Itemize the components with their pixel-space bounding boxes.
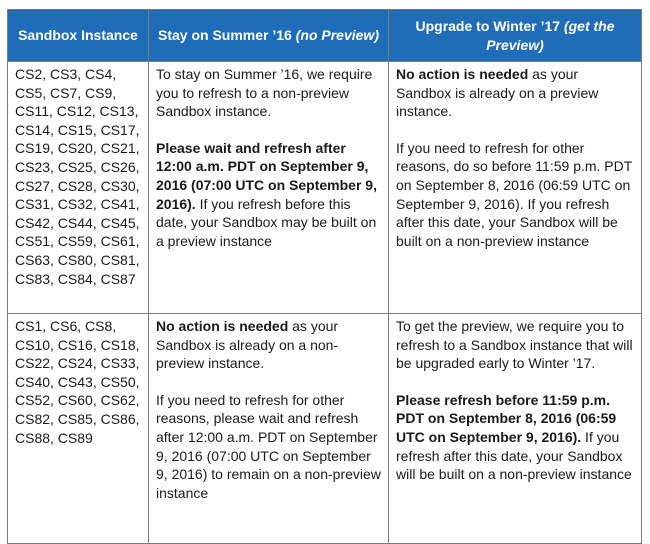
header-sandbox-instance bbox=[8, 10, 149, 62]
table-row bbox=[8, 62, 642, 314]
header-row bbox=[8, 10, 642, 62]
stay-cell bbox=[149, 314, 389, 544]
sandbox-upgrade-table bbox=[7, 9, 642, 544]
header-stay-summer-label: Stay on Summer ’16 bbox=[158, 27, 296, 44]
upgrade-paragraph-1 bbox=[396, 65, 635, 121]
upgrade-paragraph-1: To get the preview, we require you to refresh to a Sandbox instance that will be upgraded early to Winter ’17. bbox=[396, 318, 633, 372]
upgrade-paragraph-2 bbox=[396, 391, 635, 484]
upgrade-cell bbox=[389, 314, 642, 544]
header-upgrade-winter-label: Upgrade to Winter ’17 bbox=[415, 17, 564, 34]
stay-cell bbox=[149, 62, 389, 314]
upgrade-paragraph-1-bold: No action is needed bbox=[396, 66, 529, 82]
instances-cell: CS2, CS3, CS4, CS5, CS7, CS9, CS11, CS12, CS13, CS14, CS15, CS17, CS19, CS20, CS21, CS23, CS25, CS26, CS27, CS28, CS30, CS31, CS32, CS41, CS42, CS44, CS45, CS51, CS59, CS61, CS63, CS80, CS81, CS83, CS84, CS87 bbox=[8, 62, 149, 314]
table-row bbox=[8, 314, 642, 544]
stay-paragraph-2: If you need to refresh for other reasons, please wait and refresh after 12:00 a.m. PDT on September 9, 2016 (07:00 UTC on September 9, 2016) to remain on a non-preview instance bbox=[156, 391, 381, 501]
stay-paragraph-2 bbox=[156, 139, 382, 251]
header-stay-summer-note: (no Preview) bbox=[295, 27, 379, 44]
stay-paragraph-1-bold: No action is needed bbox=[156, 318, 289, 334]
upgrade-paragraph-2-rest: If you refresh after this date, your Sandbox will be built on a non-preview instance bbox=[396, 428, 632, 483]
upgrade-paragraph-1-rest: as your Sandbox is already on a preview instance. bbox=[396, 66, 599, 120]
upgrade-paragraph-2: If you need to refresh for other reasons, do so before 11:59 p.m. PDT on September 8, 2016 (06:59 UTC on September 9, 2016). If you refresh after this date, your Sandbox will be built on a non-preview instance bbox=[396, 139, 633, 249]
stay-paragraph-1 bbox=[156, 317, 382, 373]
header-upgrade-winter bbox=[389, 10, 642, 62]
stay-paragraph-1: To stay on Summer ’16, we require you to refresh to a non-preview Sandbox instance. bbox=[156, 66, 373, 120]
header-upgrade-winter-note: (get the Preview) bbox=[486, 17, 615, 53]
upgrade-paragraph-2-bold: Please refresh before 11:59 p.m. PDT on September 8, 2016 (06:59 UTC on September 9, 2016). bbox=[396, 391, 617, 445]
header-sandbox-instance-label: Sandbox Instance bbox=[18, 27, 138, 44]
instances-cell: CS1, CS6, CS8, CS10, CS16, CS18, CS22, CS24, CS33, CS40, CS43, CS50, CS52, CS60, CS62, CS82, CS85, CS86, CS88, CS89 bbox=[8, 314, 149, 544]
stay-paragraph-1-rest: as your Sandbox is already on a non-preview instance. bbox=[156, 318, 339, 372]
header-stay-summer bbox=[149, 10, 389, 62]
stay-paragraph-2-rest: If you refresh before this date, your Sandbox may be built on a preview instance bbox=[156, 195, 377, 249]
upgrade-cell bbox=[389, 62, 642, 314]
stay-paragraph-2-bold: Please wait and refresh after 12:00 a.m. PDT on September 9, 2016 (07:00 UTC on September 9, 2016). bbox=[156, 139, 377, 212]
